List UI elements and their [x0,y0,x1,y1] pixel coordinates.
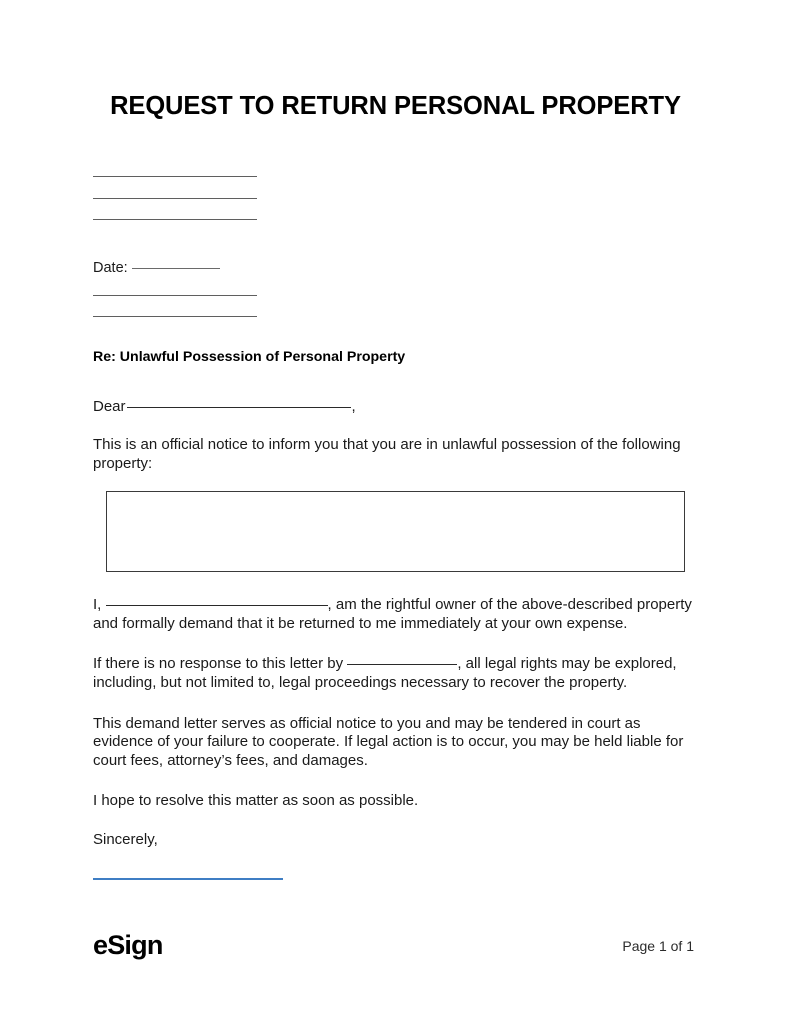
esign-logo: eSign [93,930,163,960]
paragraph-closing: I hope to resolve this matter as soon as possible. [93,792,419,810]
salutation-prefix: Dear [93,398,126,415]
paragraph-owner-prefix: I, [93,596,102,614]
sign-off: Sincerely, [93,830,158,848]
property-description-box[interactable] [106,491,685,572]
recipient-name-blank[interactable] [127,407,351,408]
paragraph-owner-suffix: , am the rightful owner of the above-described property and formally demand that it be returned to me immediately at your own expense. [93,596,692,632]
paragraph-response-prefix: If there is no response to this letter by [93,655,344,673]
sender-address-line-1[interactable] [93,176,257,177]
response-deadline-blank[interactable] [347,664,457,665]
salutation-row [93,397,698,416]
paragraph-response [93,655,698,692]
paragraph-owner [93,596,698,633]
owner-name-blank[interactable] [106,605,328,606]
sender-address-line-2[interactable] [93,198,257,199]
date-label: Date: [93,259,128,276]
letter-body [93,176,698,880]
recipient-address-line-1[interactable] [93,295,257,296]
salutation-suffix: , [351,398,356,415]
paragraph-demand: This demand letter serves as official notice to you and may be tendered in court as evidence of your failure to cooperate. If legal action is to occur, you may be held liable for court fees, attorney’s fees, and damages. [93,714,684,769]
page-footer [93,932,694,959]
page-title: REQUEST TO RETURN PERSONAL PROPERTY [110,92,681,120]
sender-address-line-3[interactable] [93,219,257,220]
date-field-row [93,259,698,277]
page-number: Page 1 of 1 [622,937,694,954]
subject-line: Re: Unlawful Possession of Personal Property [93,349,406,365]
signature-line[interactable] [93,878,283,880]
paragraph-response-suffix: , all legal rights may be explored, including, but not limited to, legal proceedings necessary to recover the property. [93,655,677,691]
date-input-blank[interactable] [132,268,220,269]
paragraph-notice: This is an official notice to inform you that you are in unlawful possession of the following property: [93,436,681,472]
